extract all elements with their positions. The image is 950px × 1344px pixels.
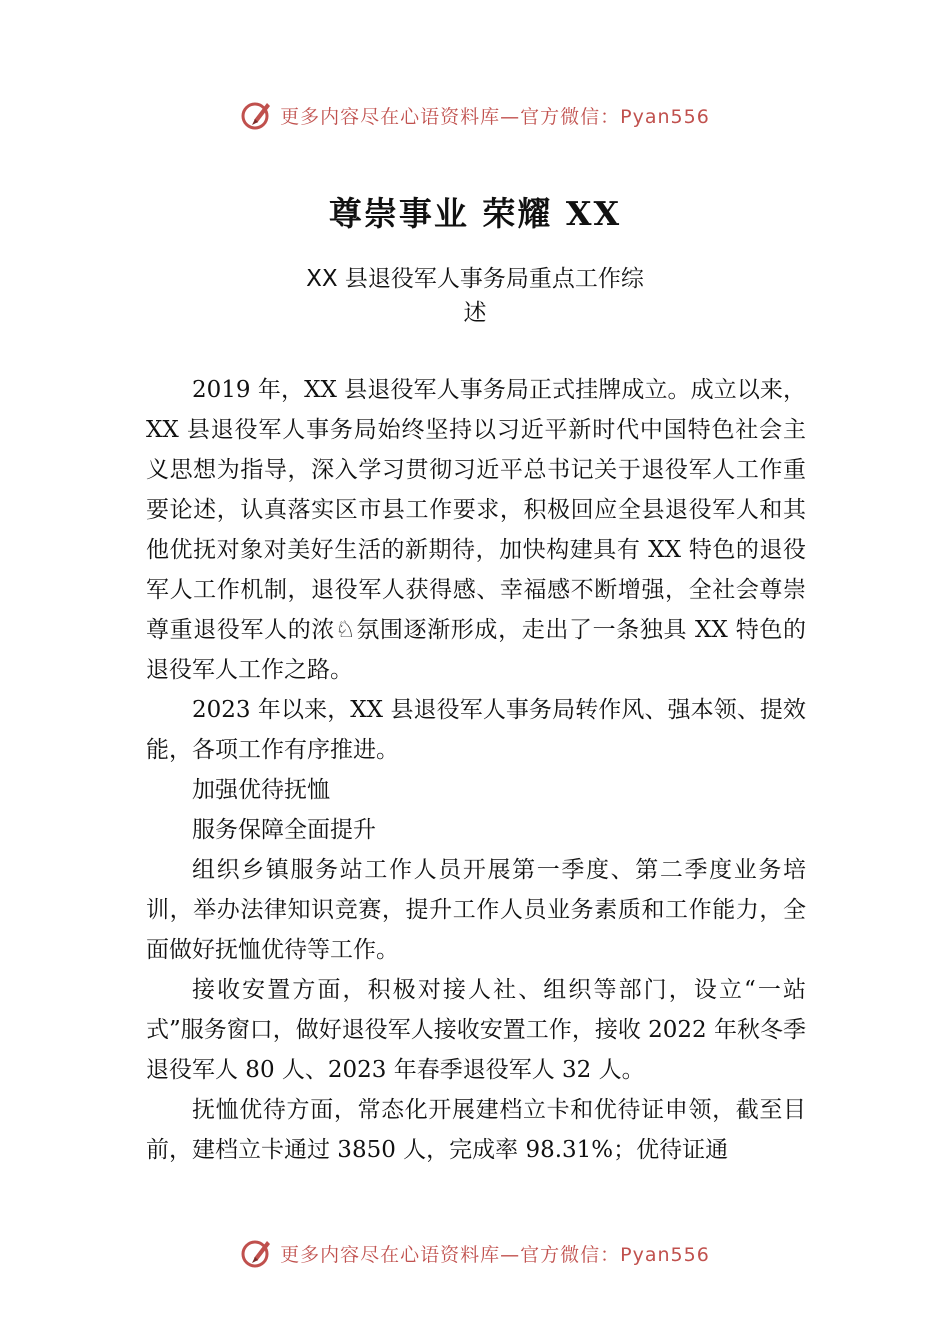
- watermark-text: 更多内容尽在心语资料库—官方微信：Pyan556: [280, 1243, 710, 1266]
- footer-watermark: [0, 1236, 950, 1270]
- page-subtitle: [0, 262, 950, 330]
- document-body: [146, 370, 806, 1170]
- subtitle-line-1: XX 县退役军人事务局重点工作综: [306, 266, 644, 292]
- quill-logo-icon: [240, 1236, 274, 1270]
- subtitle-line-2: 述: [463, 300, 487, 326]
- header-watermark: [0, 98, 950, 132]
- page-title: 尊崇事业 荣耀 XX: [328, 194, 622, 233]
- section-heading: 加强优待抚恤: [192, 777, 330, 803]
- watermark-text: 更多内容尽在心语资料库—官方微信：Pyan556: [280, 105, 710, 128]
- paragraph: 组织乡镇服务站工作人员开展第一季度、第二季度业务培训，举办法律知识竞赛，提升工作人员业务素质和工作能力，全面做好抚恤优待等工作。: [146, 857, 806, 963]
- section-subheading: 服务保障全面提升: [192, 817, 376, 843]
- paragraph: 2019 年，XX 县退役军人事务局正式挂牌成立。成立以来，XX 县退役军人事务局始终坚持以习近平新时代中国特色社会主义思想为指导，深入学习贯彻习近平总书记关于退役军人工作重要论述，认真落实区市县工作要求，积极回应全县退役军人和其他优抚对象对美好生活的新期待，加快构建具有 XX 特色的退役军人工作机制，退役军人获得感、幸福感不断增强，全社会尊崇尊重退役军人的浓♘氛围逐渐形成，走出了一条独具 XX 特色的退役军人工作之路。: [146, 377, 806, 683]
- paragraph: 2023 年以来，XX 县退役军人事务局转作风、强本领、提效能，各项工作有序推进。: [146, 697, 806, 763]
- paragraph: 抚恤优待方面，常态化开展建档立卡和优待证申领，截至目前，建档立卡通过 3850 人，完成率 98.31%；优待证通: [146, 1097, 806, 1163]
- paragraph: 接收安置方面，积极对接人社、组织等部门，设立“一站式”服务窗口，做好退役军人接收安置工作，接收 2022 年秋冬季退役军人 80 人、2023 年春季退役军人 32 人。: [146, 977, 806, 1083]
- quill-logo-icon: [240, 98, 274, 132]
